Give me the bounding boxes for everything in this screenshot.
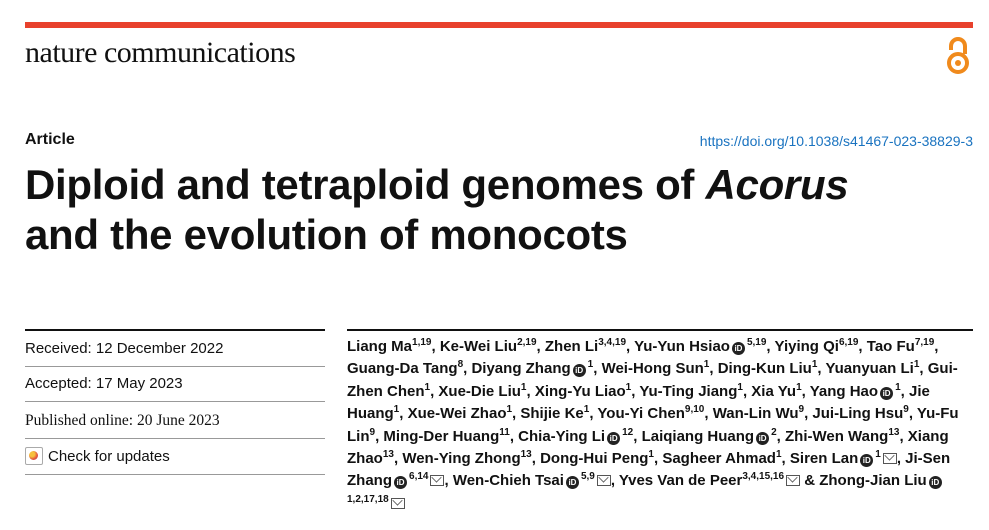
divider (25, 438, 325, 439)
author[interactable] (810, 383, 901, 400)
affiliation-sup: 1,19 (412, 337, 432, 348)
open-access-icon[interactable] (944, 36, 972, 76)
author[interactable] (751, 383, 801, 400)
author[interactable] (347, 360, 463, 377)
author[interactable] (453, 472, 611, 489)
affiliation-sup: 9 (903, 404, 909, 416)
author[interactable] (790, 450, 897, 467)
orcid-icon[interactable]: iD (607, 432, 620, 445)
author[interactable] (642, 428, 777, 445)
affiliation-sup: 1 (424, 381, 431, 393)
author-name: Siren Lan (789, 450, 859, 468)
affiliation-sup: 1 (583, 404, 590, 416)
affiliation-sup: 13 (888, 426, 900, 438)
title-italic-genus: Acorus (705, 161, 849, 208)
affiliation-sup: 1 (506, 404, 513, 416)
author-name: Diyang Zhang (471, 360, 571, 378)
affiliation-sup: 11 (499, 426, 510, 438)
author[interactable] (812, 405, 908, 422)
author-name: Wen-Ying Zhong (402, 450, 521, 468)
author-name: Liang Ma (347, 338, 413, 355)
author[interactable] (402, 450, 531, 467)
mail-icon[interactable] (391, 498, 405, 509)
title-part-1: Diploid and tetraploid genomes of (25, 161, 706, 208)
orcid-icon[interactable]: iD (756, 432, 769, 445)
author-name: Xue-Die Liu (438, 382, 521, 400)
affiliation-sup: 1 (737, 381, 743, 393)
affiliation-sup: 1 (585, 359, 594, 371)
author-name: Ming-Der Huang (383, 427, 500, 445)
author[interactable] (408, 405, 512, 422)
author-name: Jie Huang (347, 382, 930, 423)
author-name: Yu-Yun Hsiao (634, 338, 730, 355)
affiliation-sup: 7,19 (914, 337, 935, 348)
author-name: Laiqiang Huang (641, 427, 755, 445)
author-name: Yang Hao (809, 382, 879, 400)
check-updates-button[interactable] (25, 447, 170, 465)
affiliation-sup: 13 (382, 449, 394, 461)
divider (25, 474, 325, 475)
author-name: Jui-Ling Hsu (812, 405, 904, 423)
affiliation-sup: 1 (393, 404, 400, 416)
author-name: Guang-Da Tang (347, 360, 458, 378)
check-updates-label: Check for updates (48, 447, 170, 465)
affiliation-sup: 2 (769, 426, 777, 438)
author-name: Yu-Fu Lin (347, 405, 959, 445)
author-list: Liang Ma$^{1,19}$, Ke-Wei Liu$^{2,19}$, Zhen Li$^{3,4,19}$, Yu-Yun Hsiao iD $^{5,19}$, Yiying Qi$^{6,19}$, Tao Fu$^{7,19}$, Guang-Da Tang$^8$, Diyang Zhang iD $^1$, Wei-Hong Sun$^1$, Ding-Kun Liu$^1$, Yuanyuan Li$^1$, Gui-Zhen Chen$^1$, Xue-Die Liu$^1$, Xing-Yu Liao$^1$, Yu-Ting Jiang$^1$, Xia Yu$^1$, Yang Hao iD $^1$, Jie Huang$^1$, Xue-Wei Zhao$^1$, Shijie Ke$^1$, You-Yi Chen$^{9,10}$, Wan-Lin Wu$^9$, Jui-Ling Hsu$^9$, Yu-Fu Lin$^9$, Ming-Der Huang$^{11}$, Chia-Ying Li iD $^{12}$, Laiqiang Huang iD $^2$, Zhi-Wen Wang$^{13}$, Xiang Zhao$^{13}$, Wen-Ying Zhong$^{13}$, Dong-Hui Peng$^1$, Sagheer Ahmad$^1$, Siren Lan iD $^1$ , Ji-Sen Zhang iD $^{6,14}$ , Wen-Chieh Tsai iD $^{5,9}$ , Yves Van de Peer$^{3,4,15,16}$ & Zhong-Jian Liu iD $^{1,2,17,18}$ (347, 336, 977, 515)
author[interactable] (540, 450, 654, 467)
author-name: Xiang Zhao (347, 427, 949, 468)
affiliation-sup: 1 (703, 359, 710, 371)
author[interactable] (535, 383, 631, 400)
affiliation-sup: 1 (873, 449, 881, 461)
author-name: Xue-Wei Zhao (407, 405, 507, 423)
affiliation-sup: 13 (520, 449, 532, 461)
affiliation-sup: 5,19 (744, 337, 767, 348)
orcid-icon[interactable]: iD (880, 387, 893, 400)
affiliation-sup: 1,2,17,18 (347, 471, 944, 505)
author[interactable] (718, 360, 818, 377)
article-type: Article (25, 131, 75, 148)
divider (25, 401, 325, 402)
author[interactable] (438, 383, 526, 400)
affiliation-sup: 2,19 (517, 337, 537, 348)
author-name: Yu-Ting Jiang (639, 382, 738, 400)
author-name: Wei-Hong Sun (601, 360, 704, 378)
orcid-icon[interactable]: iD (929, 476, 942, 489)
author[interactable] (440, 338, 537, 355)
author[interactable] (471, 360, 593, 377)
mail-icon[interactable] (430, 475, 444, 486)
accepted-date: Accepted: 17 May 2023 (25, 375, 183, 392)
affiliation-sup: 1 (520, 381, 527, 393)
affiliation-sup: 6,19 (838, 337, 859, 348)
author[interactable] (602, 360, 710, 377)
doi-link[interactable]: https://doi.org/10.1038/s41467-023-38829-3 (699, 133, 973, 149)
author[interactable] (775, 338, 859, 355)
author[interactable] (383, 428, 509, 445)
affiliation-sup: 1 (796, 381, 802, 393)
author[interactable] (545, 338, 626, 355)
affiliation-sup: 1 (648, 449, 654, 461)
divider-right (347, 329, 973, 331)
affiliation-sup: 3,4,15,16 (742, 471, 785, 483)
journal-accent-bar (25, 22, 973, 28)
author-name: Zhi-Wen Wang (785, 427, 889, 445)
author[interactable] (520, 405, 589, 422)
author[interactable] (347, 338, 431, 355)
author-name: Wen-Chieh Tsai (452, 472, 564, 490)
author-name: Wan-Lin Wu (712, 405, 799, 423)
author-name: Dong-Hui Peng (540, 450, 649, 468)
affiliation-sup: 1 (775, 449, 782, 461)
author[interactable] (825, 360, 919, 377)
orcid-icon[interactable]: iD (566, 476, 579, 489)
author-name: Zhen Li (544, 338, 599, 355)
affiliation-sup: 12 (620, 426, 634, 438)
author[interactable] (662, 450, 781, 467)
affiliation-sup: 9,10 (684, 404, 705, 416)
author[interactable] (713, 405, 804, 422)
affiliation-sup: 9 (798, 404, 805, 416)
affiliation-sup: 1 (893, 381, 901, 393)
author-name: Yves Van de Peer (618, 472, 743, 490)
author-name: Shijie Ke (520, 405, 584, 423)
author-name: Ji-Sen Zhang (347, 450, 951, 490)
author-name: Gui-Zhen Chen (347, 360, 958, 400)
author-name: Chia-Ying Li (518, 427, 606, 445)
affiliation-sup: 9 (369, 426, 376, 438)
mail-icon[interactable] (597, 475, 611, 486)
author-name: Yiying Qi (774, 338, 839, 355)
journal-name[interactable]: nature communications (25, 36, 296, 69)
article-title (25, 160, 965, 260)
orcid-icon[interactable]: iD (860, 454, 873, 467)
author-name: Xing-Yu Liao (534, 382, 626, 400)
divider-left (25, 329, 325, 331)
author[interactable] (639, 383, 743, 400)
author[interactable] (634, 338, 766, 355)
affiliation-sup: 1 (811, 359, 818, 371)
author[interactable] (597, 405, 704, 422)
published-date: Published online: 20 June 2023 (25, 412, 220, 429)
author-name: Tao Fu (866, 338, 915, 355)
affiliation-sup: 1 (913, 359, 920, 371)
author-name: You-Yi Chen (597, 405, 685, 423)
author-name: Zhong-Jian Liu (819, 472, 927, 490)
affiliation-sup: 1 (625, 381, 632, 393)
mail-icon[interactable] (883, 453, 897, 464)
orcid-icon[interactable]: iD (732, 342, 745, 355)
author[interactable] (785, 428, 899, 445)
affiliation-sup: 5,9 (578, 471, 595, 483)
affiliation-sup: 8 (457, 359, 464, 371)
author-name: Ding-Kun Liu (717, 360, 812, 378)
divider (25, 366, 325, 367)
affiliation-sup: 6,14 (407, 471, 429, 483)
author[interactable] (518, 428, 633, 445)
author-name: Ke-Wei Liu (439, 338, 518, 355)
author[interactable] (619, 472, 800, 489)
author-name: Xia Yu (751, 382, 797, 400)
check-updates-icon (25, 447, 43, 465)
orcid-icon[interactable]: iD (573, 364, 586, 377)
author[interactable] (867, 338, 935, 355)
received-date: Received: 12 December 2022 (25, 340, 224, 357)
title-part-2: and the evolution of monocots (25, 211, 628, 258)
orcid-icon[interactable]: iD (394, 476, 407, 489)
mail-icon[interactable] (786, 475, 800, 486)
author-name: Yuanyuan Li (825, 360, 914, 378)
author-name: Sagheer Ahmad (662, 450, 776, 468)
affiliation-sup: 3,4,19 (598, 337, 627, 348)
